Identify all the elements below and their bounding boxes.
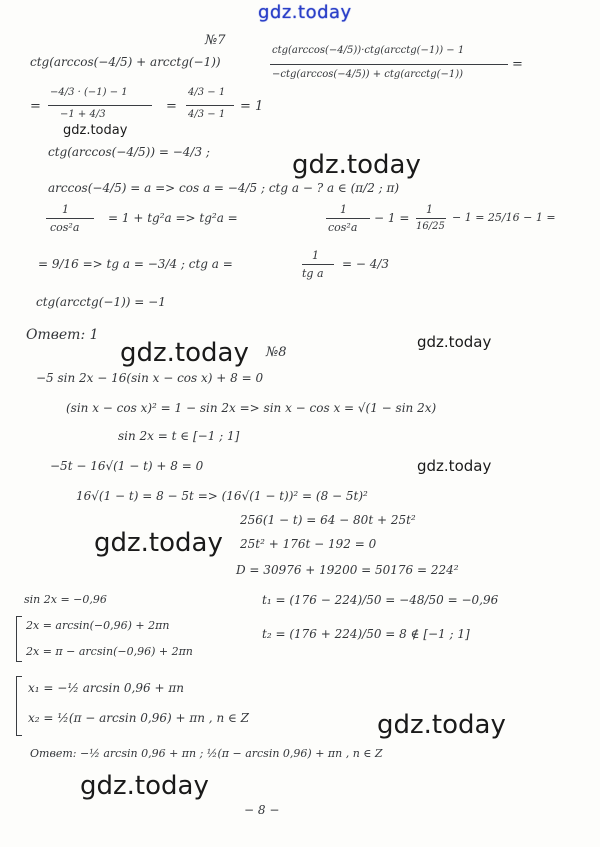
p7-line2-fraction2-denominator: 4/3 − 1 <box>188 109 226 120</box>
p7-line5-f2-bar <box>326 218 370 219</box>
watermark-left-small: gdz.today <box>63 123 128 138</box>
p7-line5-rest3: − 1 = 25/16 − 1 = <box>452 211 556 224</box>
watermark-top: gdz.today <box>258 2 352 23</box>
p7-line5-f1-den: cos²a <box>50 221 80 234</box>
p7-line7: ctg(arcctg(−1)) = −1 <box>36 295 166 309</box>
p7-line2-fraction2-numerator: 4/3 − 1 <box>188 87 226 98</box>
p7-line6-f-num: 1 <box>312 249 319 262</box>
p7-line1-fraction-bar <box>270 64 508 65</box>
p7-line2-equals: = <box>30 99 41 114</box>
p7-line2-fraction1-bar <box>48 105 152 106</box>
p8-line6: 256(1 − t) = 64 − 80t + 25t² <box>240 513 416 527</box>
p7-line5-f3-bar <box>416 218 446 219</box>
p7-line2-result: = 1 <box>240 99 264 114</box>
p8-line10-a: 2x = arcsin(−0,96) + 2πn <box>26 619 170 632</box>
p8-line9-left: sin 2x = −0,96 <box>24 593 107 606</box>
p7-line4: arccos(−4/5) = a => cos a = −4/5 ; ctg a − ? a ∈ (π/2 ; π) <box>48 181 400 195</box>
p7-line6-result: = − 4/3 <box>342 257 390 271</box>
problem-number-7: №7 <box>205 33 226 48</box>
p7-line6-f-bar <box>302 264 334 265</box>
p7-line2-fraction1-denominator: −1 + 4/3 <box>60 109 106 120</box>
p7-line5-rest2: − 1 = <box>374 211 410 225</box>
p8-system-brace-1 <box>16 616 22 662</box>
p7-line5-f1-bar <box>46 218 94 219</box>
p8-line8: D = 30976 + 19200 = 50176 = 224² <box>236 563 459 577</box>
p7-line2-mid-equals: = <box>166 99 177 114</box>
p7-line1-numerator: ctg(arccos(−4/5))·ctg(arcctg(−1)) − 1 <box>272 45 465 56</box>
p8-line9-right: t₁ = (176 − 224)/50 = −48/50 = −0,96 <box>262 593 499 607</box>
p8-line5: 16√(1 − t) = 8 − 5t => (16√(1 − t))² = (8 − 5t)² <box>76 489 368 503</box>
watermark-mid-left: gdz.today <box>120 338 249 368</box>
p7-line1-left: ctg(arccos(−4/5) + arcctg(−1)) <box>30 55 221 69</box>
p7-line1-equals: = <box>512 57 523 72</box>
p8-line1: −5 sin 2x − 16(sin x − cos x) + 8 = 0 <box>36 371 264 385</box>
watermark-bottom-left: gdz.today <box>80 771 209 801</box>
p7-line6-f-den: tg a <box>302 267 324 280</box>
p8-line11-b: x₂ = ½(π − arcsin 0,96) + πn , n ∈ Z <box>28 711 250 725</box>
p7-line6: = 9/16 => tg a = −3/4 ; ctg a = <box>38 257 233 271</box>
watermark-lower-right: gdz.today <box>377 710 506 740</box>
p7-line3: ctg(arccos(−4/5)) = −4/3 ; <box>48 145 210 159</box>
p8-system-brace-2 <box>16 676 22 736</box>
p8-line11-a: x₁ = −½ arcsin 0,96 + πn <box>28 681 184 695</box>
p8-line7: 25t² + 176t − 192 = 0 <box>240 537 377 551</box>
p7-line5-rest: = 1 + tg²a => tg²a = <box>108 211 238 225</box>
p7-line5-f1-num: 1 <box>62 203 69 216</box>
p7-line5-f3-num: 1 <box>426 203 433 216</box>
p7-line5-f2-num: 1 <box>340 203 347 216</box>
watermark-right-small-1: gdz.today <box>417 333 492 351</box>
p7-line1-denominator: −ctg(arccos(−4/5)) + ctg(arcctg(−1)) <box>272 69 464 80</box>
watermark-mid-left-2: gdz.today <box>94 528 223 558</box>
page-number: − 8 − <box>244 803 280 817</box>
p8-answer: Ответ: −½ arcsin 0,96 + πn ; ½(π − arcsin 0,96) + πn , n ∈ Z <box>30 747 383 760</box>
p8-line2: (sin x − cos x)² = 1 − sin 2x => sin x − cos x = √(1 − sin 2x) <box>66 401 437 415</box>
p7-line5-f2-den: cos²a <box>328 221 358 234</box>
watermark-mid-right: gdz.today <box>292 150 421 180</box>
p8-line3: sin 2x = t ∈ [−1 ; 1] <box>118 429 240 443</box>
p8-line10-b: 2x = π − arcsin(−0,96) + 2πn <box>26 645 193 658</box>
p7-line2-fraction2-bar <box>186 105 234 106</box>
problem-number-8: №8 <box>266 345 287 360</box>
p7-line2-fraction1-numerator: −4/3 · (−1) − 1 <box>50 87 128 98</box>
p8-line10-right: t₂ = (176 + 224)/50 = 8 ∉ [−1 ; 1] <box>262 627 470 641</box>
watermark-right-small-2: gdz.today <box>417 457 492 475</box>
p7-answer: Ответ: 1 <box>26 327 99 343</box>
p7-line5-f3-den: 16/25 <box>416 221 445 232</box>
p8-line4: −5t − 16√(1 − t) + 8 = 0 <box>50 459 204 473</box>
